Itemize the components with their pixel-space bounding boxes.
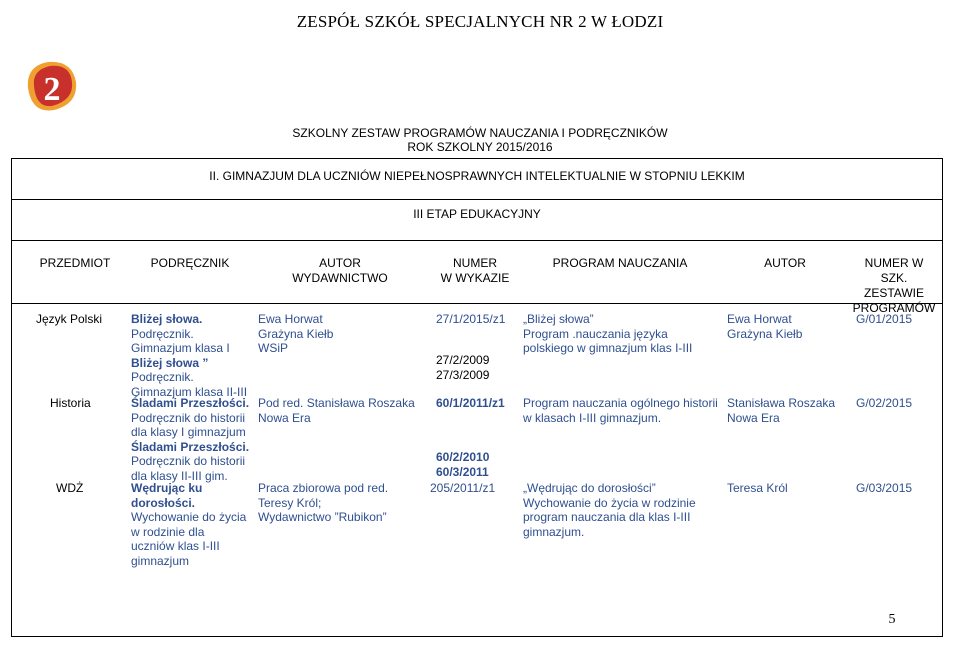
row2-subject: Historia [50,396,91,410]
row2-set-number: G/02/2015 [856,396,913,410]
row1-set-number: G/01/2015 [856,312,913,326]
row2-author-line1: Pod red. Stanisława Roszaka [258,396,415,410]
row1-number-bc [436,353,489,382]
row2-author-line2: Nowa Era [258,410,311,425]
svg-text:2: 2 [43,71,61,108]
row3-author-line2: Teresy Król; [258,495,322,510]
row1-program-author [727,312,802,341]
header-author-publisher [270,256,410,286]
stage-title: III ETAP EDUKACYJNY [413,207,541,221]
row2-textbook [131,396,249,483]
section-title: II. GIMNAZJUM DLA UCZNIÓW NIEPEŁNOSPRAWNYCH INTELEKTUALNIE W STOPNIU LEKKIM [209,169,745,183]
row3-program-line4: gimnazjum. [523,524,585,539]
row2-textbook-line6: dla klasy II-III gim. [131,468,228,483]
row2-number-bc [436,450,489,479]
row3-program [523,481,696,539]
row1-program-author-line1: Ewa Horwat [727,312,792,326]
row3-author-line3: Wydawnictwo ”Rubikon” [258,510,387,524]
row3-program-author [727,481,788,496]
row1-textbook [131,312,247,399]
row1-author-line1: Ewa Horwat [258,312,323,326]
row3-textbook [131,481,246,568]
row3-textbook-line6: gimnazjum [131,553,190,568]
header-program-author: AUTOR [764,256,806,270]
row2-program-line2: w klasach I-III gimnazjum. [523,410,662,425]
row2-number-c: 60/3/2011 [436,464,489,479]
header-program: PROGRAM NAUCZANIA [552,256,688,270]
row3-textbook-line1: Wędrując ku [131,481,203,495]
row3-subject: WDŻ [56,481,84,495]
row1-textbook-line5: Podręcznik. [131,370,194,384]
row3-program-line1: „Wędrując do dorosłości” [523,481,656,495]
header-number-line: NUMER [453,256,497,270]
header-set-number [848,256,940,316]
row1-number-a: 27/1/2015/z1 [436,312,506,326]
header-set-line-3: ZESTAWIE [864,286,924,300]
row1-textbook-line4: Bliżej słowa ” [131,355,209,370]
row2-textbook-line5: Podręcznik do historii [131,454,246,468]
row1-number-b: 27/2/2009 [436,353,490,367]
row2-program-author [727,396,835,425]
row1-textbook-line6: Gimnazjum klasa II-III [131,384,248,399]
header-subject: PRZEDMIOT [39,256,111,270]
row1-program-line2: Program .nauczania języka [523,326,668,341]
row2-program-author-line2: Nowa Era [727,410,780,425]
row3-program-line2: Wychowanie do życia w rodzinie [523,495,696,510]
row2-textbook-line2: Podręcznik do historii [131,410,246,425]
header-publisher-line: WYDAWNICTWO [292,271,388,285]
title-line-1: SZKOLNY ZESTAW PROGRAMÓW NAUCZANIA I PODRĘCZNIKÓW [292,126,668,140]
row3-program-line3: program nauczania dla klas I-III [523,510,691,524]
row3-textbook-line3: Wychowanie do życia [131,510,247,524]
school-logo [22,58,82,114]
header-set-line-4: PROGRAMÓW [852,301,936,315]
row1-subject: Język Polski [36,312,103,326]
row1-textbook-line2: Podręcznik. [131,326,194,341]
row2-program-line1: Program nauczania ogólnego historii [523,396,718,410]
row1-program-line3: polskiego w gimnazjum klas I-III [523,341,693,355]
page-number: 5 [888,612,896,627]
row3-author [258,481,388,525]
row3-textbook-line2: dorosłości. [131,495,196,510]
row2-number-b: 60/2/2010 [436,450,490,464]
row1-program-author-line2: Grażyna Kiełb [727,326,803,341]
row3-set-number: G/03/2015 [856,481,913,495]
title-line-2: ROK SZKOLNY 2015/2016 [407,140,553,154]
row1-author-line2: Grażyna Kiełb [258,326,334,341]
row2-number-a: 60/1/2011/z1 [436,396,505,410]
row3-program-author-line1: Teresa Król [727,481,788,495]
row2-program-author-line1: Stanisława Roszaka [727,396,836,410]
row3-textbook-line4: w rodzinie dla [131,524,205,539]
row1-textbook-line1: Bliżej słowa. [131,312,203,326]
row3-number-a: 205/2011/z1 [430,481,496,495]
header-set-line-2: SZK. [880,271,908,285]
header-divider [12,303,942,304]
header-textbook: PODRĘCZNIK [150,256,230,270]
row1-textbook-line3: Gimnazjum klasa I [131,341,230,355]
row2-textbook-line4: Śladami Przeszłości. [131,439,250,454]
row2-textbook-line1: Śladami Przeszłości. [131,396,250,410]
row1-program [523,312,692,356]
document-title [0,126,960,154]
header-author-line: AUTOR [319,256,361,270]
row2-textbook-line3: dla klasy I gimnazjum [131,425,246,439]
row1-number-c: 27/3/2009 [436,367,490,382]
row2-program [523,396,718,425]
row1-program-line1: „Bliżej słowa” [523,312,594,326]
row3-textbook-line5: uczniów klas I-III [131,539,220,553]
row1-author [258,312,333,356]
school-header: ZESPÓŁ SZKÓŁ SPECJALNYCH NR 2 W ŁODZI [296,12,664,31]
row2-author [258,396,415,425]
header-set-line-1: NUMER W [864,256,924,270]
header-number-list [425,256,525,286]
header-list-line: W WYKAZIE [440,271,510,285]
row1-author-line3: WSiP [258,341,288,355]
row3-author-line1: Praca zbiorowa pod red. [258,481,389,495]
